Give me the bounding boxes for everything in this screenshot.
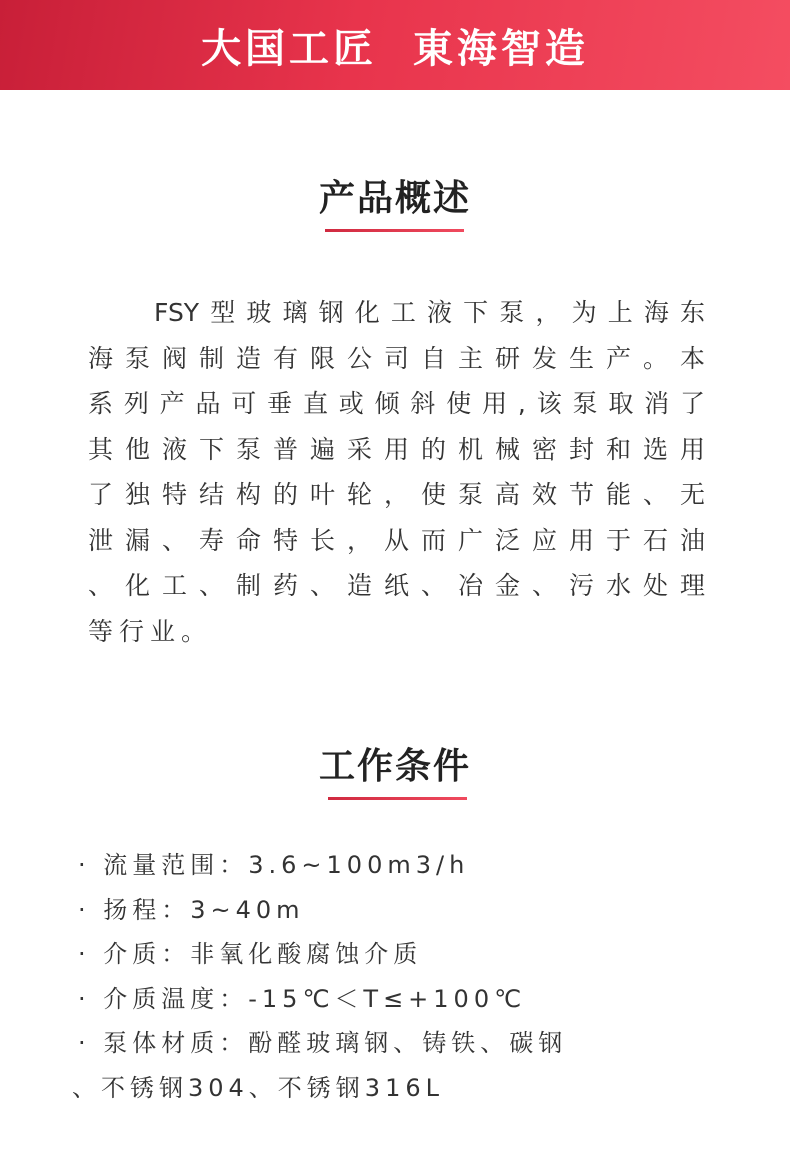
conditions-title: 工作条件	[318, 746, 471, 787]
overview-title-underline	[325, 229, 464, 232]
spec-body-material: · 泵体材质：酚醛玻璃钢、铸铁、碳钢	[78, 1029, 568, 1057]
paragraph-line: 其他液下泵普遍采用的机械密封和选用	[88, 434, 705, 464]
conditions-list	[72, 843, 568, 1110]
paragraph-line: 了独特结构的叶轮，使泵高效节能、无	[88, 480, 705, 509]
paragraph-line: FSY型玻璃钢化工液下泵，为上海东	[154, 298, 705, 327]
paragraph-line: 海泵阀制造有限公司自主研发生产。本	[88, 343, 705, 373]
paragraph-line: 泄漏、寿命特长，从而广泛应用于石油	[88, 525, 705, 555]
overview-title: 产品概述	[318, 178, 471, 219]
overview-paragraph	[88, 290, 705, 654]
banner-slogan: 大国工匠 東海智造	[201, 25, 589, 72]
spec-medium-temperature: · 介质温度：-15℃＜T≤+100℃	[78, 984, 527, 1013]
spec-head: · 扬程：3~40m	[78, 895, 305, 924]
header-banner	[0, 0, 790, 90]
paragraph-line: 等行业。	[88, 616, 213, 646]
spec-flow-range: · 流量范围：3.6~100m3/h	[78, 851, 470, 879]
spec-medium: · 介质：非氧化酸腐蚀介质	[78, 940, 423, 968]
paragraph-line: 、化工、制药、造纸、冶金、污水处理	[88, 571, 705, 600]
conditions-title-underline	[328, 797, 467, 800]
paragraph-line: 系列产品可垂直或倾斜使用,该泵取消了	[88, 389, 705, 418]
spec-body-material-cont: 、不锈钢304、不锈钢316L	[72, 1073, 444, 1102]
